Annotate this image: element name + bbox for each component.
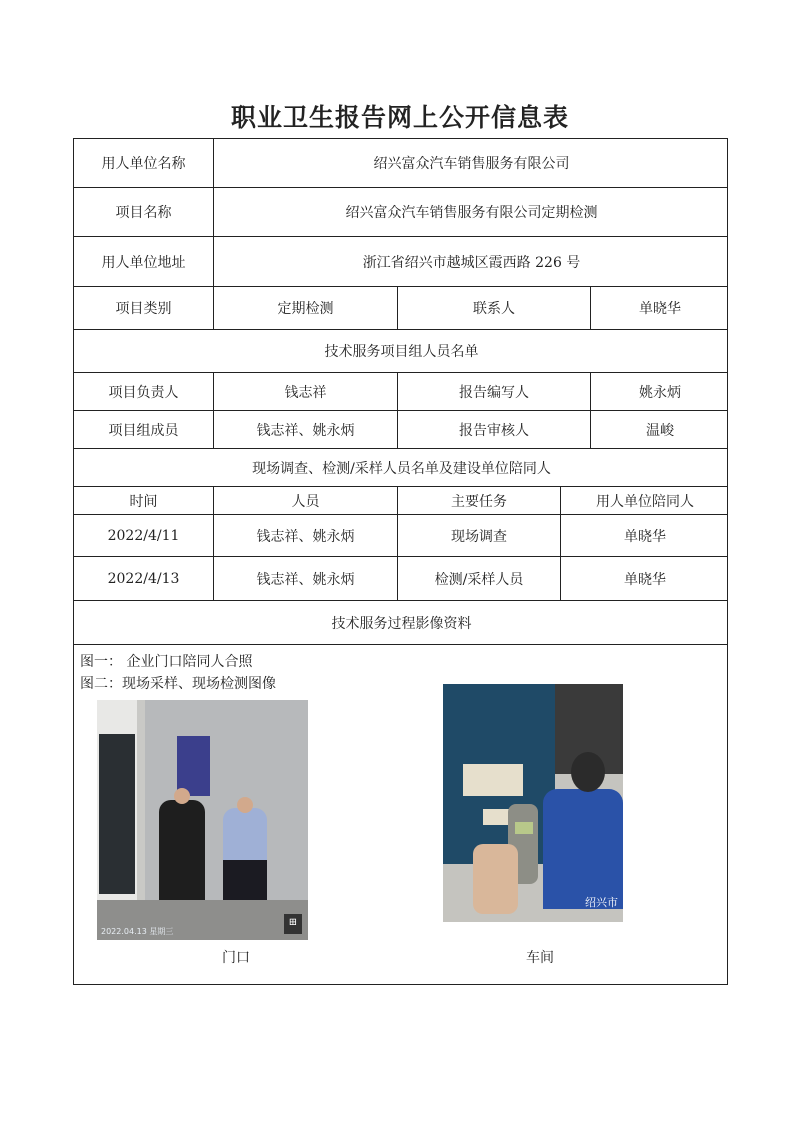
col-header-staff: 人员 xyxy=(214,487,398,514)
row-team-leader xyxy=(74,373,727,411)
row-survey-heading xyxy=(74,449,727,487)
row-category xyxy=(74,287,727,330)
survey-heading: 现场调查、检测/采样人员名单及建设单位陪同人 xyxy=(252,460,551,477)
value-writer: 姚永炳 xyxy=(639,384,681,401)
cell-staff: 钱志祥、姚永炳 xyxy=(214,515,398,556)
photo-workshop xyxy=(443,684,623,922)
cell-task: 现场调查 xyxy=(398,515,561,556)
cell-escort: 单晓华 xyxy=(624,571,666,588)
value-address: 浙江省绍兴市越城区霞西路 226 号 xyxy=(362,254,581,271)
photo-timestamp: 2022.04.13 星期三 xyxy=(101,927,174,936)
label-project-name: 项目名称 xyxy=(74,188,214,236)
row-team-members xyxy=(74,411,727,449)
value-contact: 单晓华 xyxy=(639,301,681,317)
info-table xyxy=(73,138,728,985)
value-category: 定期检测 xyxy=(214,287,398,329)
cell-escort: 单晓华 xyxy=(624,528,666,545)
value-members: 钱志祥、姚永炳 xyxy=(214,411,398,448)
cell-task: 检测/采样人员 xyxy=(398,557,561,600)
label-leader: 项目负责人 xyxy=(74,373,214,410)
cell-time: 2022/4/13 xyxy=(74,557,214,600)
label-contact: 联系人 xyxy=(398,287,591,329)
plus-icon: ⊞ xyxy=(284,914,302,934)
value-project-name: 绍兴富众汽车销售服务有限公司定期检测 xyxy=(345,205,598,221)
label-members: 项目组成员 xyxy=(74,411,214,448)
label-company-name: 用人单位名称 xyxy=(74,139,214,187)
photo2-caption: 车间 xyxy=(526,950,554,966)
row-company-name xyxy=(74,139,727,188)
row-images-heading xyxy=(74,601,727,645)
photo-entrance xyxy=(97,700,308,940)
value-reviewer: 温峻 xyxy=(646,422,674,439)
cell-staff: 钱志祥、姚永炳 xyxy=(214,557,398,600)
col-header-task: 主要任务 xyxy=(398,487,561,514)
col-header-time: 时间 xyxy=(74,487,214,514)
row-team-heading xyxy=(74,330,727,373)
row-project-name xyxy=(74,188,727,237)
col-header-escort: 用人单位陪同人 xyxy=(596,493,694,510)
figure1-label: 图一： 企业门口陪同人合照 xyxy=(80,654,253,670)
watermark: 绍兴市 xyxy=(585,896,618,909)
value-leader: 钱志祥 xyxy=(214,373,398,410)
cell-time: 2022/4/11 xyxy=(74,515,214,556)
survey-header-row xyxy=(74,487,727,515)
row-address xyxy=(74,237,727,287)
images-heading: 技术服务过程影像资料 xyxy=(331,615,472,632)
table-row xyxy=(74,557,727,601)
label-writer: 报告编写人 xyxy=(398,373,591,410)
value-company-name: 绍兴富众汽车销售服务有限公司 xyxy=(373,156,570,172)
page-title: 职业卫生报告网上公开信息表 xyxy=(230,103,569,132)
label-reviewer: 报告审核人 xyxy=(398,411,591,448)
table-row xyxy=(74,515,727,557)
photo1-caption: 门口 xyxy=(222,950,250,966)
label-category: 项目类别 xyxy=(74,287,214,329)
figure2-label: 图二：现场采样、现场检测图像 xyxy=(80,676,276,692)
label-address: 用人单位地址 xyxy=(74,237,214,286)
team-heading: 技术服务项目组人员名单 xyxy=(324,344,479,360)
